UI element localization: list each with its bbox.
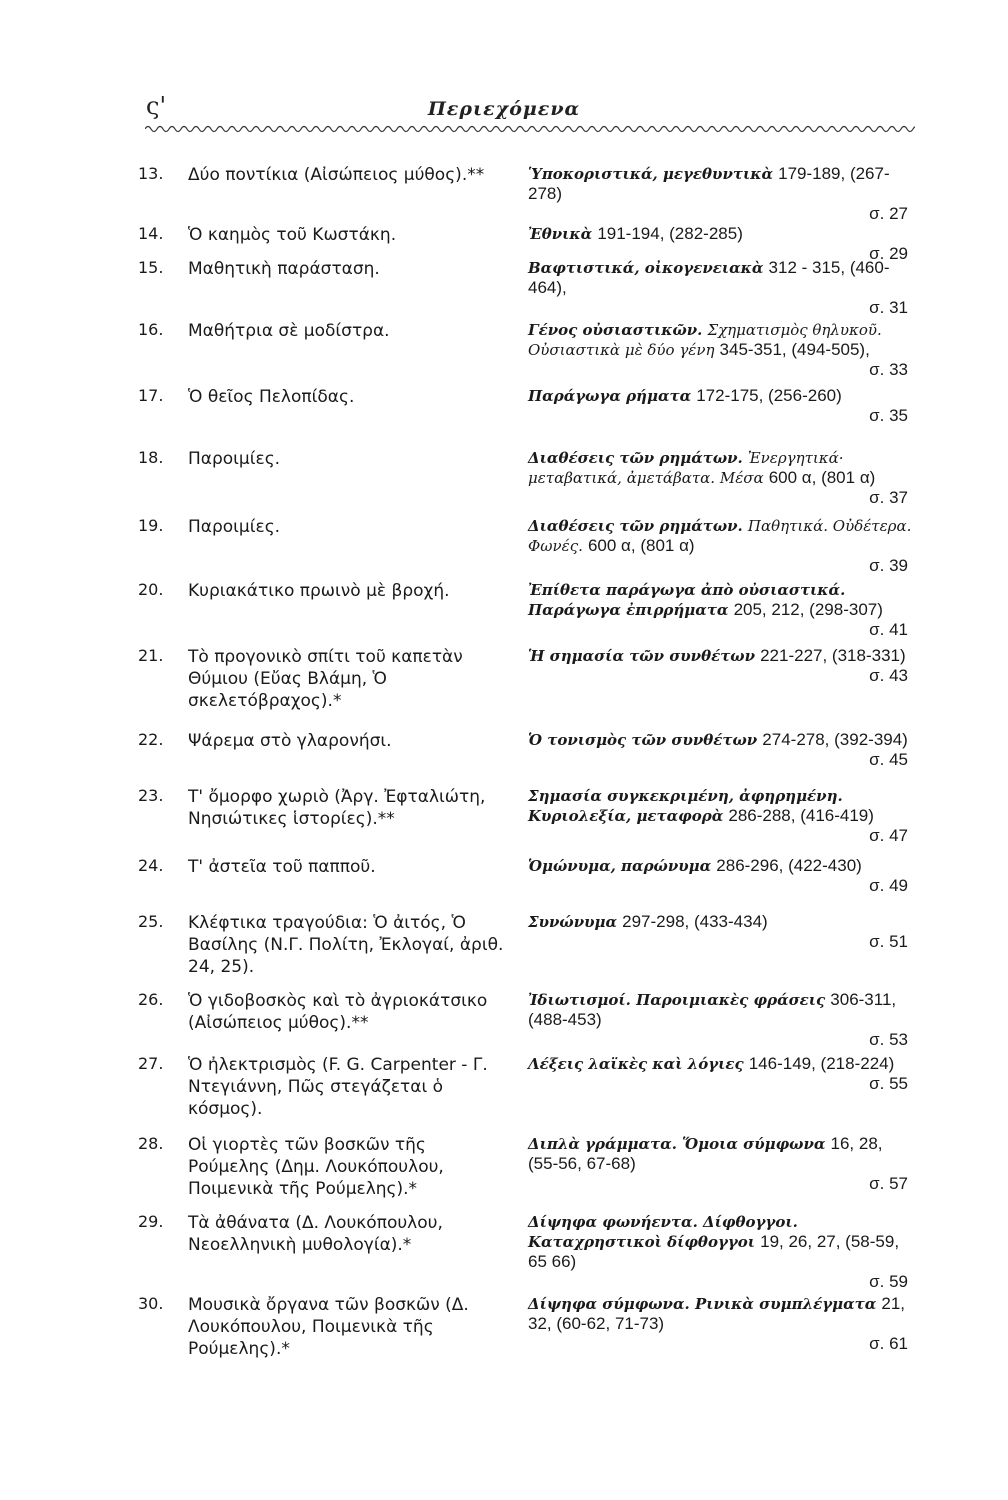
entry-number: 25. — [138, 912, 164, 931]
reading-title: Ὁ γιδοβοσκὸς καὶ τὸ ἀγριοκάτσικο (Αἰσώπειος μύθος).** — [188, 991, 488, 1033]
paragraph-refs: 286-288, (416-419) — [728, 806, 874, 825]
grammar-topic — [528, 1134, 912, 1194]
reading-title: Τ' ὄμορφο χωριὸ (Ἀργ. Ἐφταλιώτη, Νησιώτικες ἱστορίες).** — [188, 787, 486, 829]
page-ref: σ. 53 — [869, 1030, 908, 1049]
grammar-term: Διαθέσεις τῶν ρημάτων. — [528, 449, 743, 467]
grammar-term: Ὑποκοριστικά, μεγεθυντικὰ — [528, 165, 774, 183]
page-number: ς' — [146, 92, 167, 120]
reading-title: Ὁ καημὸς τοῦ Κωστάκη. — [188, 225, 397, 245]
grammar-topic — [528, 580, 912, 640]
page-ref: σ. 35 — [869, 406, 908, 425]
reading-title: Μαθητικὴ παράσταση. — [188, 259, 380, 279]
grammar-term: Ἡ σημασία τῶν συνθέτων — [528, 647, 755, 665]
grammar-topic — [528, 448, 912, 508]
entry-number: 23. — [138, 786, 164, 805]
grammar-term: Λέξεις λαϊκὲς καὶ λόγιες — [528, 1055, 744, 1073]
paragraph-refs: 600 α, (801 α) — [768, 468, 876, 487]
entry-number: 21. — [138, 646, 164, 665]
grammar-note: Σχηματισμὸς θηλυκοῦ. Οὐσιαστικὰ μὲ δύο γένη — [528, 321, 882, 359]
entry-number: 22. — [138, 730, 164, 749]
reading-title: Τ' ἀστεῖα τοῦ παπποῦ. — [188, 857, 376, 877]
page-ref: σ. 27 — [869, 204, 908, 223]
grammar-term: Ὁ τονισμὸς τῶν συνθέτων — [528, 731, 758, 749]
grammar-topic — [528, 786, 912, 846]
grammar-term: Ἐπίθετα παράγωγα ἀπὸ οὐσιαστικά. Παράγωγα ἐπιρρήματα — [528, 581, 846, 619]
reading-title: Ὁ ἠλεκτρισμὸς (F. G. Carpenter - Γ. Ντεγιάννη, Πῶς στεγάζεται ὁ κόσμος). — [188, 1055, 488, 1119]
grammar-topic — [528, 646, 912, 686]
entry-number: 14. — [138, 224, 164, 243]
entry-number: 30. — [138, 1294, 164, 1313]
page-ref: σ. 47 — [869, 826, 908, 845]
entry-number: 18. — [138, 448, 164, 467]
paragraph-refs: 312 - 315, (460-464), — [528, 258, 890, 297]
grammar-note: Παθητικά. Οὐδέτερα. Φωνές. — [528, 517, 912, 555]
reading-title: Ὁ θεῖος Πελοπίδας. — [188, 387, 355, 407]
grammar-topic — [528, 730, 912, 770]
paragraph-refs: 221-227, (318-331) — [760, 646, 906, 665]
page-ref: σ. 37 — [869, 488, 908, 507]
page-ref: σ. 41 — [869, 620, 908, 639]
entry-number: 13. — [138, 164, 164, 183]
paragraph-refs: 286-296, (422-430) — [716, 856, 862, 875]
paragraph-refs: 600 α, (801 α) — [587, 536, 695, 555]
grammar-term: Διπλὰ γράμματα. Ὅμοια σύμφωνα — [528, 1135, 826, 1153]
entry-number: 29. — [138, 1212, 164, 1231]
reading-title: Παροιμίες. — [188, 517, 281, 537]
entry-number: 20. — [138, 580, 164, 599]
entry-number: 28. — [138, 1134, 164, 1153]
paragraph-refs: 345-351, (494-505), — [719, 340, 870, 359]
grammar-topic — [528, 386, 912, 426]
grammar-topic — [528, 258, 912, 318]
page-ref: σ. 59 — [869, 1272, 908, 1291]
paragraph-refs: 16, 28, (55-56, 67-68) — [528, 1134, 883, 1173]
paragraph-refs: 205, 212, (298-307) — [733, 600, 883, 619]
entry-number: 24. — [138, 856, 164, 875]
grammar-term: Βαφτιστικά, οἰκογενειακὰ — [528, 259, 764, 277]
wavy-divider — [145, 122, 915, 136]
grammar-term: Σημασία συγκεκριμένη, ἀφηρημένη. Κυριολεξία, μεταφορὰ — [528, 787, 843, 825]
paragraph-refs: 21, 32, (60-62, 71-73) — [528, 1294, 906, 1333]
reading-title: Παροιμίες. — [188, 449, 281, 469]
grammar-topic — [528, 1212, 912, 1292]
paragraph-refs: 172-175, (256-260) — [696, 386, 842, 405]
grammar-topic — [528, 164, 912, 224]
grammar-topic — [528, 912, 912, 952]
entry-number: 16. — [138, 320, 164, 339]
reading-title: Μουσικὰ ὄργανα τῶν βοσκῶν (Δ. Λουκόπουλου, Ποιμενικὰ τῆς Ρούμελης).* — [188, 1295, 469, 1359]
grammar-term: Γένος οὐσιαστικῶν. — [528, 321, 703, 339]
grammar-term: Διαθέσεις τῶν ρημάτων. — [528, 517, 743, 535]
paragraph-refs: 306-311, (488-453) — [528, 990, 897, 1029]
entry-number: 17. — [138, 386, 164, 405]
paragraph-refs: 274-278, (392-394) — [762, 730, 908, 749]
reading-title: Τὰ ἀθάνατα (Δ. Λουκόπουλου, Νεοελληνικὴ μυθολογία).* — [188, 1213, 443, 1255]
page-ref: σ. 39 — [869, 556, 908, 575]
reading-title: Μαθήτρια σὲ μοδίστρα. — [188, 321, 390, 341]
page-ref: σ. 45 — [869, 750, 908, 769]
page-ref: σ. 31 — [869, 298, 908, 317]
page-ref: σ. 57 — [869, 1174, 908, 1193]
reading-title: Κλέφτικα τραγούδια: Ὁ ἀιτός, Ὁ Βασίλης (Ν.Γ. Πολίτη, Ἐκλογαί, ἀριθ. 24, 25). — [188, 913, 504, 977]
paragraph-refs: 146-149, (218-224) — [748, 1054, 895, 1073]
entry-number: 26. — [138, 990, 164, 1009]
reading-title: Δύο ποντίκια (Αἰσώπειος μύθος).** — [188, 165, 485, 185]
grammar-term: Ἐθνικὰ — [528, 225, 593, 243]
reading-title: Τὸ προγονικὸ σπίτι τοῦ καπετὰν Θύμιου (Εὔας Βλάμη, Ὁ σκελετόβραχος).* — [188, 647, 463, 711]
paragraph-refs: 19, 26, 27, (58-59, 65 66) — [528, 1232, 900, 1271]
paragraph-refs: 191-194, (282-285) — [597, 224, 743, 243]
page-ref: σ. 33 — [869, 360, 908, 379]
grammar-term: Δίψηφα σύμφωνα. Ρινικὰ συμπλέγματα — [528, 1295, 877, 1313]
grammar-note: Ἐνεργητικά· μεταβατικά, ἀμετάβατα. Μέσα — [528, 449, 844, 487]
entry-number: 15. — [138, 258, 164, 277]
grammar-term: Ἰδιωτισμοί. Παροιμιακὲς φράσεις — [528, 991, 826, 1009]
reading-title: Κυριακάτικο πρωινὸ μὲ βροχή. — [188, 581, 450, 601]
page-ref: σ. 51 — [869, 932, 908, 951]
reading-title: Ψάρεμα στὸ γλαρονήσι. — [188, 731, 392, 751]
grammar-topic — [528, 856, 912, 896]
grammar-term: Ὁμώνυμα, παρώνυμα — [528, 857, 712, 875]
entry-number: 27. — [138, 1054, 164, 1073]
page-ref: σ. 49 — [869, 876, 908, 895]
grammar-topic — [528, 516, 912, 576]
grammar-term: Παράγωγα ρήματα — [528, 387, 692, 405]
reading-title: Οἱ γιορτὲς τῶν βοσκῶν τῆς Ρούμελης (Δημ. Λουκόπουλου, Ποιμενικὰ τῆς Ρούμελης).* — [188, 1135, 444, 1199]
page-ref: σ. 55 — [869, 1074, 908, 1093]
grammar-topic — [528, 1294, 912, 1354]
running-title: Περιεχόμενα — [427, 98, 581, 120]
grammar-topic — [528, 1054, 912, 1094]
grammar-term: Δίψηφα φωνήεντα. Δίφθογγοι. Καταχρηστικοὶ δίφθογγοι — [528, 1213, 798, 1251]
paragraph-refs: 179-189, (267-278) — [528, 164, 890, 203]
grammar-topic — [528, 990, 912, 1050]
paragraph-refs: 297-298, (433-434) — [622, 912, 768, 931]
grammar-term: Συνώνυμα — [528, 913, 618, 931]
page-ref: σ. 43 — [869, 666, 908, 685]
page-ref: σ. 29 — [869, 244, 908, 263]
grammar-topic — [528, 320, 912, 380]
page-ref: σ. 61 — [869, 1334, 908, 1353]
entry-number: 19. — [138, 516, 164, 535]
